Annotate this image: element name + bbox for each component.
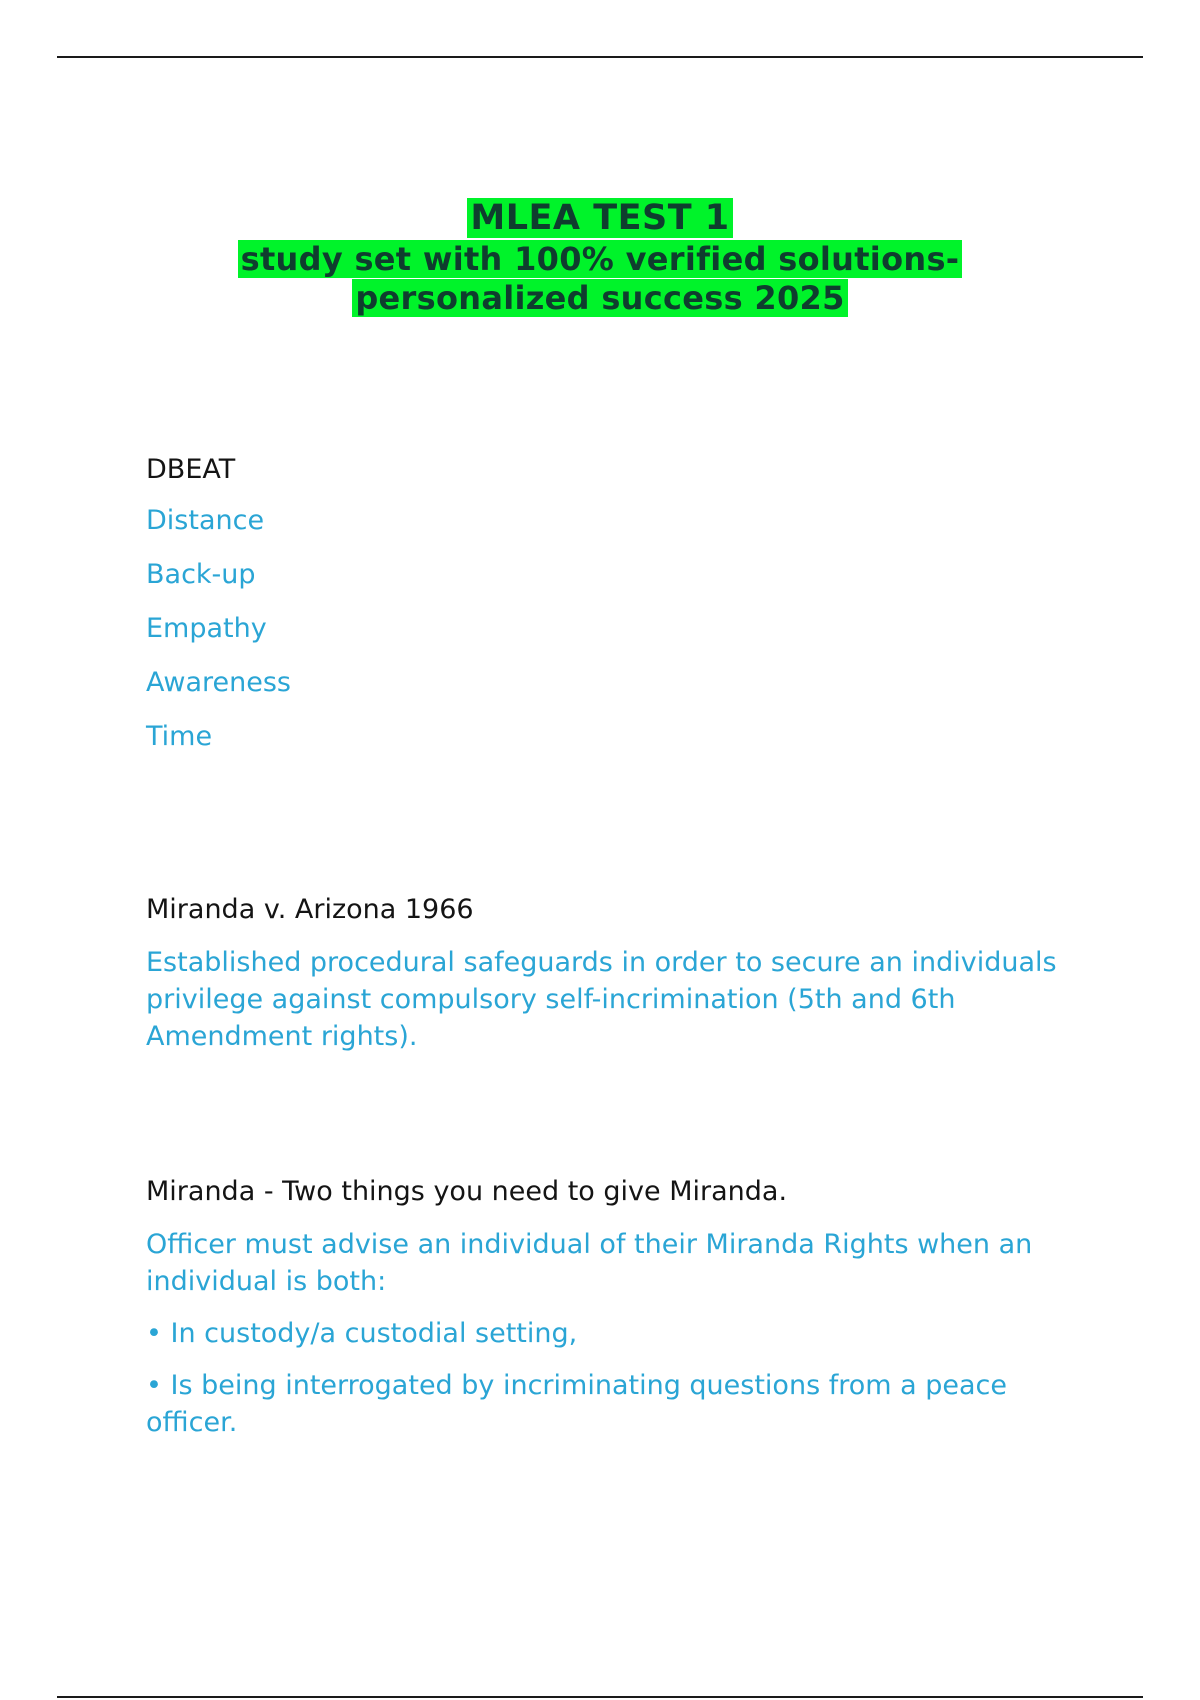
definition-item: Time — [146, 721, 213, 752]
document-subtitle: study set with 100% verified solutions- personalized success 2025 — [0, 240, 1200, 318]
bullet-item: • In custody/a custodial setting, — [146, 1318, 578, 1349]
card-dbeat — [146, 452, 1066, 755]
card-miranda-two-things — [146, 1174, 1066, 1441]
definition-item: Back-up — [146, 559, 256, 590]
document-title: MLEA TEST 1 — [0, 196, 1200, 240]
card-term: Miranda - Two things you need to give Miranda. — [146, 1176, 788, 1207]
definition-item: Awareness — [146, 667, 291, 698]
bottom-rule — [57, 1696, 1143, 1698]
top-rule — [57, 56, 1143, 58]
card-definition: Established procedural safeguards in order to secure an individuals privilege against compulsory self-incrimination (5th and 6th Amendment rights). — [146, 947, 1057, 1052]
document-title-block — [0, 196, 1200, 318]
card-term: DBEAT — [146, 454, 236, 485]
definition-item: Distance — [146, 505, 265, 536]
definition-item: Empathy — [146, 613, 267, 644]
card-term: Miranda v. Arizona 1966 — [146, 894, 474, 925]
study-set-content — [146, 452, 1066, 1441]
card-definition: Officer must advise an individual of their Miranda Rights when an individual is both: — [146, 1229, 1033, 1297]
bullet-item: • Is being interrogated by incriminating questions from a peace officer. — [146, 1370, 1008, 1438]
card-definition-list — [146, 502, 1066, 755]
card-miranda-v-arizona — [146, 892, 1066, 1055]
